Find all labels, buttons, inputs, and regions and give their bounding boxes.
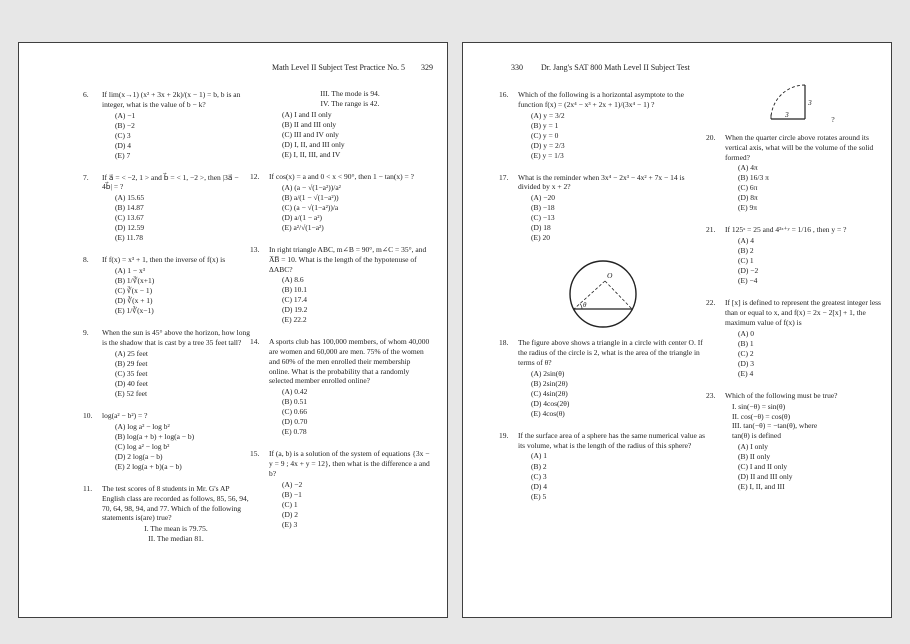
answer-choices — [282, 110, 431, 160]
answer-choice: (B) −2 — [115, 120, 135, 130]
question-continued — [250, 89, 431, 160]
answer-choice: (A) −2 — [282, 479, 303, 489]
question-body — [518, 90, 706, 161]
answer-choices — [115, 422, 250, 472]
answer-choice: (E) −4 — [738, 276, 758, 286]
answer-choices — [115, 349, 250, 399]
question-number: 7. — [83, 172, 89, 182]
answer-choice: (E) 11.78 — [115, 233, 144, 243]
page-number-right: 330 — [511, 63, 523, 72]
answer-choice: (B) 2 — [531, 461, 547, 471]
question-body — [102, 411, 250, 472]
question-number: 18. — [499, 338, 509, 348]
answer-choice: (E) 3 — [282, 519, 298, 529]
question-number: 16. — [499, 90, 509, 99]
answer-choice: (B) a/(1 − √(1−a²)) — [282, 192, 339, 202]
statement-line: tan(θ) is defined — [732, 431, 781, 441]
question-12 — [250, 172, 431, 233]
answer-choices — [531, 451, 706, 501]
question-text: If lim(x→1) (x² + 3x + 2k)/(x − 1) = b, b is an integer, what is the value of b − k? — [102, 90, 241, 109]
question-9 — [83, 328, 250, 399]
answer-choice: (C) 0.66 — [282, 407, 307, 417]
question-11-row — [83, 484, 250, 545]
statement-line: I. sin(−θ) = sin(θ) — [732, 401, 786, 411]
question-text: Which of the following must be true? — [725, 390, 838, 400]
question-text: If [x] is defined to represent the greatest integer less than or equal to x, and f(x) = 2x − 2[x] + 1, the maximum value of f(x) is — [725, 298, 881, 327]
answer-choice: (E) 9π — [738, 203, 757, 213]
question-text: When the quarter circle above rotates around its vertical axis, what will be the volume of the solid formed? — [725, 133, 874, 162]
answer-choice: (D) 4cos(2θ) — [531, 398, 570, 408]
question-number: 19. — [499, 430, 509, 440]
answer-choices — [738, 236, 888, 286]
question-number: 10. — [83, 411, 93, 421]
question-17 — [499, 173, 706, 244]
answer-choice: (B) 29 feet — [115, 359, 148, 368]
answer-choice: (C) 3 — [115, 130, 131, 140]
answer-choice: (E) 2 log(a + b)(a − b) — [115, 462, 182, 472]
answer-choice: (A) 4π — [738, 163, 758, 173]
page-right — [462, 42, 892, 618]
question-text: If (a, b) is a solution of the system of equations {3x − y = 9 ; 4x + y = 12}, then what is the difference a and b? — [269, 449, 430, 478]
question-13-row — [250, 245, 431, 325]
statement-line: II. cos(−θ) = cos(θ) — [732, 411, 791, 421]
question-19 — [499, 431, 706, 502]
page-left-column-1 — [83, 90, 250, 617]
page-right-column-1 — [499, 90, 706, 617]
question-10 — [83, 411, 250, 472]
running-title-right: Dr. Jang's SAT 800 Math Level II Subject Test — [541, 63, 690, 72]
answer-choice: (C) 17.4 — [282, 295, 307, 305]
answer-choice: (B) II only — [738, 452, 771, 462]
question-body — [518, 338, 706, 418]
question-18 — [499, 255, 706, 418]
answer-choice: (A) 4 — [738, 236, 755, 246]
answer-choice: (E) 5 — [531, 491, 547, 501]
circle-center-label: O — [606, 271, 612, 281]
question-body — [269, 89, 431, 160]
answer-choice: (D) 40 feet — [115, 379, 148, 389]
question-text: When the sun is 45° above the horizon, how long is the shadow that is cast by a tree 35 feet tall? — [102, 328, 250, 348]
question-10-row — [83, 411, 250, 472]
question-19-row — [499, 431, 706, 502]
question-15 — [250, 449, 431, 529]
question-body — [725, 133, 888, 213]
question-text: If 125ˣ = 25 and 4²ˣ⁺ʸ = 1/16 , then y = ? — [725, 225, 847, 235]
answer-choice: (B) 14.87 — [115, 203, 144, 213]
page-number-left: 329 — [421, 63, 433, 72]
question-number: 15. — [250, 449, 260, 459]
answer-choice: (A) −20 — [531, 193, 556, 203]
question-body — [518, 173, 706, 244]
question-6 — [83, 90, 250, 161]
circle-triangle-svg — [563, 257, 643, 331]
answer-choice: (D) 4 — [531, 481, 548, 491]
question-body — [102, 173, 250, 244]
answer-choice: (B) 0.51 — [282, 397, 307, 407]
answer-choices — [115, 193, 250, 243]
answer-choice: (A) 0 — [738, 328, 755, 338]
answer-choice: (E) a²/√(1−a²) — [282, 222, 324, 232]
answer-choice: (E) 7 — [115, 150, 131, 160]
question-number: 23. — [706, 390, 716, 400]
answer-choice: (E) 1/∛(x−1) — [115, 306, 154, 316]
answer-choice: (B) 2sin(2θ) — [531, 378, 568, 388]
answer-choice: (B) y = 1 — [531, 120, 559, 130]
page-left — [18, 42, 448, 618]
answer-choice: (A) y = 3/2 — [531, 110, 565, 120]
answer-choices — [738, 329, 888, 379]
question-body — [518, 431, 706, 502]
question-body — [102, 90, 250, 161]
answer-choice: (A) 25 feet — [115, 348, 148, 358]
answer-choice: (A) I and II only — [282, 109, 332, 119]
answer-choice: (E) I, II, and III — [738, 482, 785, 492]
roman-numeral-statements — [102, 524, 250, 544]
question-11 — [83, 484, 250, 545]
question-9-row — [83, 328, 250, 399]
answer-choice: (D) 0.70 — [282, 417, 308, 427]
answer-choice: (D) ∛(x + 1) — [115, 296, 153, 306]
answer-choice: (D) 2 — [282, 509, 299, 519]
question-text: If the surface area of a sphere has the same numerical value as its volume, what is the length of the radius of this sphere? — [518, 430, 705, 450]
question-body — [102, 484, 250, 545]
question-8 — [83, 255, 250, 316]
question-number: 6. — [83, 90, 89, 99]
answer-choice: (A) −1 — [115, 110, 136, 120]
answer-choice: (E) 0.78 — [282, 427, 307, 437]
answer-choice: (E) y = 1/3 — [531, 150, 564, 160]
question-17-row — [499, 173, 706, 244]
question-7-row — [83, 173, 250, 244]
quarter-circle-right-label: 3 — [808, 98, 813, 107]
answer-choice: (D) y = 2/3 — [531, 140, 565, 150]
answer-choices — [531, 111, 706, 161]
question-number: 11. — [83, 484, 93, 494]
statement-line: III. tan(−θ) = −tan(θ), where — [732, 421, 818, 431]
answer-choice: (B) 1 — [738, 338, 754, 348]
answer-choice: (D) 8π — [738, 193, 758, 203]
question-14-row — [250, 337, 431, 437]
question-number: 14. — [250, 337, 260, 347]
page-right-columns — [463, 73, 891, 617]
question-21 — [706, 225, 888, 286]
answer-choice: (A) I only — [738, 442, 768, 452]
question-18-row — [499, 338, 706, 418]
question-16-row — [499, 90, 706, 161]
question-text: Which of the following is a horizontal asymptote to the function f(x) = (2x⁴ − x³ + 2x + 1)/(3x⁴ − 1) ? — [518, 90, 685, 109]
question-body — [102, 255, 250, 316]
answer-choice: (C) 35 feet — [115, 369, 148, 379]
answer-choice: (A) 1 — [531, 451, 548, 461]
question-text: A sports club has 100,000 members, of whom 40,000 are women and 60,000 are men. 75% of the women and 60% of the men enrolled their membership online. What is the probability that a randomly selected member enrolled online? — [269, 337, 430, 386]
question-23 — [706, 391, 888, 493]
question-13 — [250, 245, 431, 325]
answer-choice: (C) y = 0 — [531, 130, 559, 140]
question-16 — [499, 90, 706, 161]
answer-choices — [282, 480, 431, 530]
answer-choice: (C) 4sin(2θ) — [531, 388, 568, 398]
question-15-row — [250, 449, 431, 529]
question-12-row — [250, 172, 431, 233]
answer-choice: (C) 2 — [738, 348, 754, 358]
answer-choice: (C) −13 — [531, 213, 555, 223]
answer-choice: (B) log(a + b) + log(a − b) — [115, 431, 195, 441]
answer-choice: (D) a/(1 − a²) — [282, 212, 323, 222]
question-body — [725, 391, 888, 493]
answer-choice: (A) 15.65 — [115, 193, 145, 203]
quarter-circle-bottom-label: 3 — [785, 110, 790, 119]
answer-choice: (D) 19.2 — [282, 305, 308, 315]
question-number: 17. — [499, 172, 509, 182]
circle-angle-label: θ — [582, 301, 586, 310]
page-left-header — [272, 63, 433, 72]
question-number: 20. — [706, 133, 716, 142]
answer-choice: (C) 1 — [282, 499, 298, 509]
statement-line: I. The mean is 79.75. — [144, 524, 208, 534]
question-number: 22. — [706, 298, 716, 308]
question-14 — [250, 337, 431, 437]
question-body — [725, 225, 888, 286]
answer-choice: (C) 6π — [738, 183, 758, 193]
answer-choice: (A) 1 − x³ — [115, 266, 146, 276]
answer-choice: (D) I, II, and III only — [282, 139, 345, 149]
statement-line: III. The mode is 94. — [320, 89, 380, 98]
question-text: In right triangle ABC, m∠B = 90°, m∠C = 35°, and A̅B̅ = 10. What is the length of the hypotenuse of ΔABC? — [269, 245, 427, 274]
answer-choice: (D) 12.59 — [115, 223, 145, 233]
quarter-circle-figure — [706, 78, 888, 126]
answer-choice: (E) 52 feet — [115, 389, 148, 399]
answer-choice: (C) log a² − log b² — [115, 442, 170, 452]
answer-choice: (D) II and III only — [738, 472, 793, 482]
answer-choices — [738, 442, 888, 492]
quarter-circle-svg — [759, 78, 821, 126]
question-body — [269, 449, 431, 529]
answer-choice: (A) log a² − log b² — [115, 421, 170, 431]
answer-choice: (E) 4 — [738, 368, 754, 378]
answer-choice: (D) 2 log(a − b) — [115, 452, 163, 462]
answer-choice: (C) I and II only — [738, 462, 788, 472]
running-title-left: Math Level II Subject Test Practice No. 5 — [271, 63, 405, 72]
question-23-row — [706, 391, 888, 493]
answer-choice: (B) −18 — [531, 203, 555, 213]
question-number: 13. — [250, 245, 260, 254]
answer-choice: (E) 4cos(θ) — [531, 408, 565, 418]
quarter-circle-extra-label: ? — [831, 115, 835, 124]
answer-choice: (A) 8.6 — [282, 275, 304, 285]
question-text: If cos(x) = a and 0 < x < 90°, then 1 − tan(x) = ? — [269, 172, 414, 182]
question-6-row — [83, 90, 250, 161]
answer-choice: (E) 20 — [531, 233, 550, 243]
question-7 — [83, 173, 250, 244]
answer-choices — [115, 111, 250, 161]
question-number: 21. — [706, 225, 716, 235]
answer-choices — [531, 369, 706, 419]
answer-choice: (E) 22.2 — [282, 315, 307, 325]
answer-choice: (C) 1 — [738, 256, 754, 266]
page-right-column-2 — [706, 76, 888, 617]
answer-choices — [115, 266, 250, 316]
answer-choice: (C) 13.67 — [115, 213, 144, 223]
circle-triangle-figure — [499, 257, 706, 331]
answer-choice: (A) 0.42 — [282, 387, 308, 397]
answer-choice: (B) −1 — [282, 489, 302, 499]
question-20-row — [706, 133, 888, 213]
statement-line: II. The median 81. — [148, 534, 204, 544]
answer-choices — [531, 193, 706, 243]
question-8-row — [83, 255, 250, 316]
question-22 — [706, 298, 888, 378]
question-body — [269, 337, 431, 437]
answer-choices — [738, 163, 888, 213]
answer-choice: (D) 3 — [738, 358, 755, 368]
answer-choice: (C) 3 — [531, 471, 547, 481]
answer-choice: (B) 2 — [738, 246, 754, 256]
answer-choice: (D) 4 — [115, 140, 132, 150]
question-text: The test scores of 8 students in Mr. G's AP English class are recorded as follows, 85, 56, 94, 70, 64, 98, 94, and 77. Which of the following statements is(are) true? — [102, 484, 249, 523]
question-number: 12. — [250, 172, 260, 182]
answer-choice: (E) I, II, III, and IV — [282, 149, 341, 159]
question-20 — [706, 76, 888, 213]
question-text: If a⃗ = < −2, 1 > and b⃗ = < 1, −2 >, then |3a⃗ − 4b⃗| = ? — [102, 172, 239, 192]
question-body — [269, 172, 431, 233]
question-21-row — [706, 225, 888, 286]
question-body — [269, 245, 431, 325]
question-body — [102, 328, 250, 399]
question-text: The figure above shows a triangle in a circle with center O. If the radius of the circle is 2, what is the area of the triangle in terms of θ? — [518, 338, 703, 367]
answer-choice: (C) III and IV only — [282, 129, 339, 139]
answer-choice: (C) (a − √(1−a²))/a — [282, 202, 339, 212]
roman-numeral-statements — [732, 402, 888, 442]
question-body — [725, 298, 888, 378]
question-22-row — [706, 298, 888, 378]
statement-line: IV. The range is 42. — [320, 98, 380, 108]
answer-choice: (C) ∛(x − 1) — [115, 286, 153, 296]
roman-numeral-statements — [269, 89, 431, 109]
answer-choice: (B) II and III only — [282, 119, 337, 129]
answer-choice: (A) (a − √(1−a²))/a² — [282, 182, 341, 192]
answer-choice: (D) −2 — [738, 266, 759, 276]
question-text: If f(x) = x³ + 1, then the inverse of f(x) is — [102, 255, 226, 265]
question-text: What is the reminder when 3x⁴ − 2x³ − 4x² + 7x − 14 is divided by x + 2? — [518, 172, 685, 192]
answer-choices — [282, 275, 431, 325]
page-left-columns — [19, 87, 447, 617]
question-text: log(a² − b²) = ? — [102, 411, 148, 421]
answer-choice: (B) 16/3 π — [738, 173, 769, 183]
question-number: 8. — [83, 255, 89, 265]
answer-choice: (A) 2sin(θ) — [531, 368, 565, 378]
answer-choices — [282, 387, 431, 437]
question-number: 9. — [83, 328, 89, 338]
page-left-column-2 — [250, 89, 431, 617]
answer-choices — [282, 183, 431, 233]
answer-choice: (B) 10.1 — [282, 285, 307, 295]
answer-choice: (B) 1/∛(x+1) — [115, 276, 155, 286]
question-continued-row — [250, 89, 431, 160]
answer-choice: (D) 18 — [531, 223, 551, 233]
page-right-header — [511, 63, 690, 72]
